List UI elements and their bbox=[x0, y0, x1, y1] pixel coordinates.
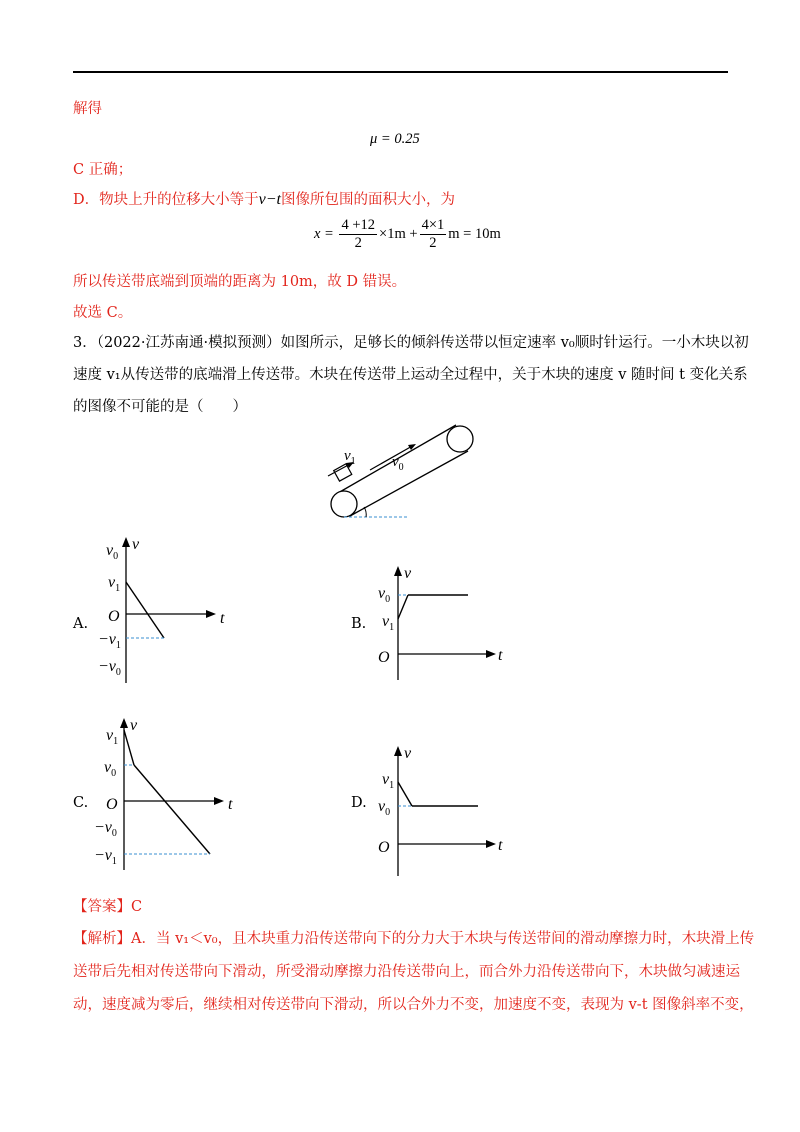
graph-d-v: v bbox=[404, 745, 412, 762]
graph-c-v: v bbox=[130, 717, 138, 734]
graph-a-line bbox=[126, 582, 164, 638]
graph-a-v: v bbox=[132, 536, 140, 553]
solve-label: 解得 bbox=[73, 101, 102, 117]
question-line-2: 速度 v₁从传送带的底端滑上传送带。木块在传送带上运动全过程中，关于木块的速度 v 随时间 t 变化关系 bbox=[73, 367, 748, 383]
graph-d-origin: O bbox=[378, 839, 390, 856]
graph-c-origin: O bbox=[106, 796, 118, 813]
answer-label: 【答案】 bbox=[73, 899, 131, 915]
x-equation bbox=[314, 216, 501, 252]
graph-a-neg-v1: $-v_1$ bbox=[98, 631, 121, 651]
fraction-1 bbox=[339, 217, 377, 252]
d-text-b: 图像所包围的面积大小，为 bbox=[280, 192, 455, 208]
answer-value: C bbox=[131, 899, 143, 915]
question-line-3: 的图像不可能的是（ ） bbox=[73, 399, 247, 415]
graph-d-t: t bbox=[498, 837, 503, 854]
belt-v0-label: $v_0$ bbox=[392, 454, 404, 473]
header-rule bbox=[73, 71, 728, 73]
graph-a-v1: $v_1$ bbox=[108, 574, 121, 594]
mu-equation: μ = 0.25 bbox=[370, 131, 420, 147]
graph-c-t-arrow bbox=[214, 797, 224, 805]
upper-pulley bbox=[447, 426, 473, 452]
graph-b-v1: $v_1$ bbox=[382, 613, 395, 633]
analysis-line-1 bbox=[73, 929, 754, 949]
x-lhs: x = bbox=[314, 226, 334, 242]
frac1-den: 2 bbox=[354, 235, 362, 252]
graph-c-v-arrow bbox=[120, 718, 128, 728]
frac2-num: 4×1 bbox=[421, 217, 445, 234]
graph-b bbox=[374, 562, 514, 682]
graph-a bbox=[100, 535, 240, 685]
frac2-den: 2 bbox=[429, 235, 437, 252]
lower-pulley bbox=[331, 491, 357, 517]
choose-line: 故选 C。 bbox=[73, 305, 133, 321]
graph-c-v0: $v_0$ bbox=[104, 759, 117, 779]
graph-a-t: t bbox=[220, 610, 225, 627]
graph-b-t-arrow bbox=[486, 650, 496, 658]
d-text-a: D．物块上升的位移大小等于 bbox=[73, 192, 259, 208]
graph-d-v1: $v_1$ bbox=[382, 771, 395, 791]
option-d-label: D. bbox=[351, 795, 367, 811]
answer-line bbox=[73, 897, 142, 917]
x-mid: ×1m + bbox=[379, 226, 418, 242]
graph-a-v-arrow bbox=[122, 537, 130, 547]
belt-bottom-line bbox=[350, 451, 468, 516]
graph-b-origin: O bbox=[378, 649, 390, 666]
frac1-num: 4 +12 bbox=[341, 217, 376, 234]
option-c-label: C. bbox=[73, 795, 89, 811]
graph-c-neg-v1: $-v_1$ bbox=[94, 847, 117, 867]
option-b-label: B. bbox=[351, 616, 367, 632]
option-a-label: A. bbox=[73, 616, 89, 632]
graph-c-neg-v0: $-v_0$ bbox=[94, 819, 117, 839]
graph-a-neg-v0: $-v_0$ bbox=[98, 658, 121, 678]
analysis-label: 【解析】 bbox=[73, 931, 131, 947]
analysis-text-1: A．当 v₁＜v₀，且木块重力沿传送带向下的分力大于木块与传送带间的滑动摩擦力时，木块滑上传 bbox=[131, 931, 755, 947]
graph-b-v: v bbox=[404, 565, 412, 582]
conclusion: 所以传送带底端到顶端的距离为 10m，故 D 错误。 bbox=[73, 274, 407, 290]
conveyor-belt-figure bbox=[318, 418, 488, 526]
analysis-line-2: 送带后先相对传送带向下滑动，所受滑动摩擦力沿传送带向上，而合外力沿传送带向下，木块做匀减速运 bbox=[73, 964, 740, 980]
graph-d-fall bbox=[398, 782, 412, 806]
graph-c-seg2 bbox=[134, 765, 210, 854]
graph-c bbox=[90, 712, 260, 872]
fraction-2 bbox=[420, 217, 447, 252]
belt-v1-label: $v_1$ bbox=[344, 448, 356, 467]
graph-d-v-arrow bbox=[394, 746, 402, 756]
graph-c-seg1 bbox=[124, 730, 134, 765]
graph-b-t: t bbox=[498, 647, 503, 664]
graph-a-t-arrow bbox=[206, 610, 216, 618]
analysis-line-3: 动，速度减为零后，继续相对传送带向下滑动，所以合外力不变，加速度不变，表现为 v-t 图像斜率不变， bbox=[73, 997, 754, 1013]
graph-c-v1: $v_1$ bbox=[106, 727, 119, 747]
graph-b-v-arrow bbox=[394, 566, 402, 576]
vt-symbol: v−t bbox=[258, 191, 281, 208]
incline-angle-arc bbox=[364, 507, 366, 517]
graph-b-v0: $v_0$ bbox=[378, 585, 391, 605]
c-correct: C 正确； bbox=[73, 162, 133, 178]
question-line-1: 3．（2022·江苏南通·模拟预测）如图所示，足够长的倾斜传送带以恒定速率 v₀顺时针运行。一小木块以初 bbox=[73, 335, 749, 351]
graph-a-origin: O bbox=[108, 608, 120, 625]
graph-a-v0: $v_0$ bbox=[106, 542, 119, 562]
graph-d-v0: $v_0$ bbox=[378, 798, 391, 818]
x-rhs: m = 10m bbox=[448, 226, 501, 242]
graph-b-rise bbox=[398, 595, 408, 619]
graph-c-t: t bbox=[228, 796, 233, 813]
graph-d-t-arrow bbox=[486, 840, 496, 848]
graph-d bbox=[374, 740, 514, 880]
d-statement bbox=[73, 190, 455, 210]
